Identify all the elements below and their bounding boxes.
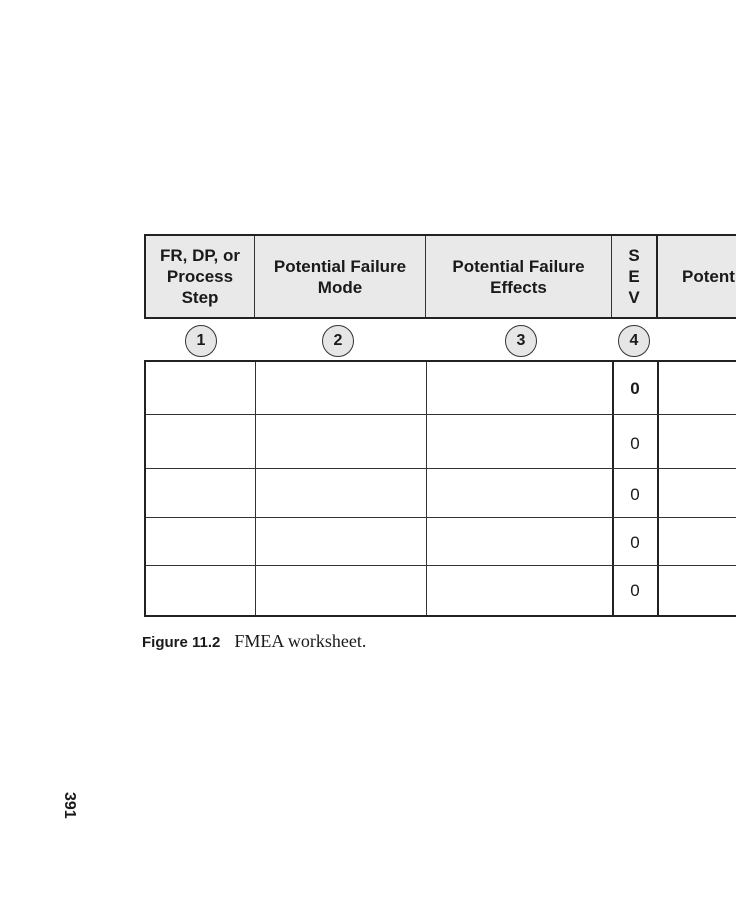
column-divider [426,362,427,615]
column-badge-1: 1 [185,325,217,357]
page-number: 391 [61,792,78,819]
sev-value-row-4: 0 [630,533,640,552]
sev-value-row-5: 0 [630,581,640,600]
row-divider [146,517,736,518]
column-divider [255,362,256,615]
row-divider [146,414,736,415]
sev-value-row-2: 0 [630,434,640,453]
header-potential-cause: Potent [682,267,735,286]
header-potential-failure-mode: Potential Failure Mode [255,236,426,317]
column-badge-3: 3 [505,325,537,357]
header-potential-failure-effects: Potential Failure Effects [426,236,612,317]
table-header-row [144,234,736,319]
sev-value-row-1: 0 [630,379,640,398]
figure-label: Figure 11.2 [142,634,221,651]
figure-caption-text: FMEA worksheet. [234,631,367,651]
header-fr-dp-process-step: FR, DP, or Process Step [146,236,255,317]
header-sev: S E V [612,236,658,317]
column-number-row [144,319,736,360]
sev-value-row-3: 0 [630,485,640,504]
column-badge-4: 4 [618,325,650,357]
figure-caption [142,631,366,652]
row-divider [146,565,736,566]
column-badge-2: 2 [322,325,354,357]
row-divider [146,468,736,469]
table-body [144,360,736,617]
